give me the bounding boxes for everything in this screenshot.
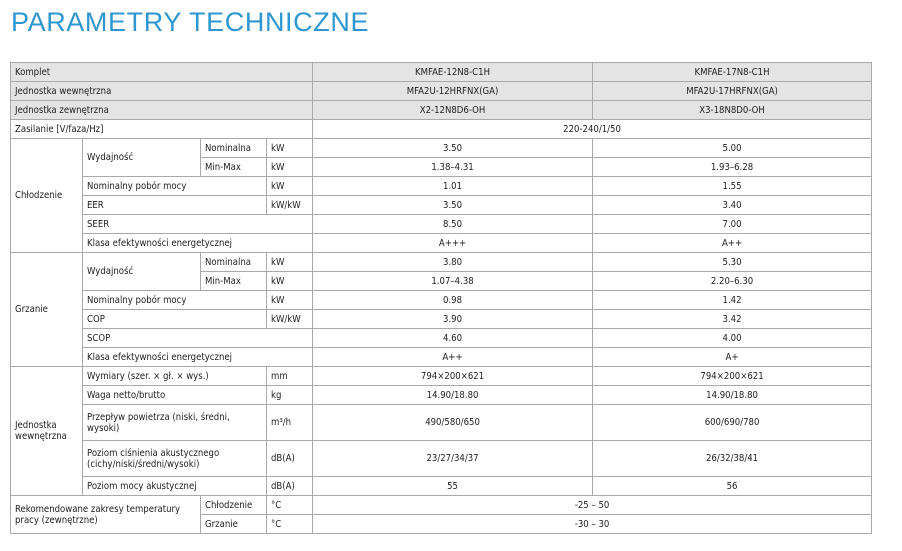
cooling-power-label: Nominalny pobór mocy xyxy=(83,177,267,196)
cooling-power-b: 1.55 xyxy=(593,177,872,196)
indoor-unit-b: MFA2U-17HRFNX(GA) xyxy=(593,82,872,101)
heating-nominal-unit: kW xyxy=(267,253,313,272)
indoor-swl-label: Poziom mocy akustycznej xyxy=(83,477,267,496)
heating-capacity-label: Wydajność xyxy=(83,253,201,291)
indoor-swl-a: 55 xyxy=(313,477,593,496)
heating-power-b: 1.42 xyxy=(593,291,872,310)
cooling-seer-a: 8.50 xyxy=(313,215,593,234)
spec-table xyxy=(10,62,872,534)
heating-minmax-b: 2.20–6.30 xyxy=(593,272,872,291)
heating-cop-b: 3.42 xyxy=(593,310,872,329)
cooling-capacity-label: Wydajność xyxy=(83,139,201,177)
table-row xyxy=(11,101,872,120)
indoor-dims-unit: mm xyxy=(267,367,313,386)
indoor-spl-b: 26/32/38/41 xyxy=(593,441,872,477)
heating-nominal-label: Nominalna xyxy=(201,253,267,272)
indoor-weight-label: Waga netto/brutto xyxy=(83,386,267,405)
cooling-minmax-label: Min-Max xyxy=(201,158,267,177)
table-row xyxy=(11,82,872,101)
indoor-spl-a: 23/27/34/37 xyxy=(313,441,593,477)
indoor-spl-label: Poziom ciśnienia akustycznego (cichy/niski/średni/wysoki) xyxy=(83,441,267,477)
indoor-unit-a: MFA2U-12HRFNX(GA) xyxy=(313,82,593,101)
cooling-nominal-unit: kW xyxy=(267,139,313,158)
table-row xyxy=(11,215,872,234)
cooling-minmax-a: 1.38–4.31 xyxy=(313,158,593,177)
cooling-power-a: 1.01 xyxy=(313,177,593,196)
table-row xyxy=(11,234,872,253)
heating-minmax-label: Min-Max xyxy=(201,272,267,291)
cooling-class-b: A++ xyxy=(593,234,872,253)
cooling-eer-label: EER xyxy=(83,196,267,215)
cooling-seer-label: SEER xyxy=(83,215,313,234)
table-row xyxy=(11,253,872,272)
cooling-power-unit: kW xyxy=(267,177,313,196)
heating-cop-a: 3.90 xyxy=(313,310,593,329)
heating-power-a: 0.98 xyxy=(313,291,593,310)
heating-nominal-a: 3.80 xyxy=(313,253,593,272)
indoor-weight-a: 14.90/18.80 xyxy=(313,386,593,405)
indoor-swl-unit: dB(A) xyxy=(267,477,313,496)
indoor-airflow-label: Przepływ powietrza (niski, średni, wysoki) xyxy=(83,405,267,441)
indoor-dims-a: 794×200×621 xyxy=(313,367,593,386)
table-row xyxy=(11,196,872,215)
range-cooling-label: Chłodzenie xyxy=(201,496,267,515)
heating-power-unit: kW xyxy=(267,291,313,310)
indoor-dims-b: 794×200×621 xyxy=(593,367,872,386)
table-row xyxy=(11,405,872,441)
heating-nominal-b: 5.30 xyxy=(593,253,872,272)
heating-scop-b: 4.00 xyxy=(593,329,872,348)
table-row xyxy=(11,386,872,405)
heating-minmax-a: 1.07–4.38 xyxy=(313,272,593,291)
cooling-eer-b: 3.40 xyxy=(593,196,872,215)
kit-label: Komplet xyxy=(11,63,313,82)
heating-group-label: Grzanie xyxy=(11,253,83,367)
cooling-eer-a: 3.50 xyxy=(313,196,593,215)
kit-value-a: KMFAE-12N8-C1H xyxy=(313,63,593,82)
cooling-class-a: A+++ xyxy=(313,234,593,253)
table-row xyxy=(11,477,872,496)
heating-class-a: A++ xyxy=(313,348,593,367)
table-row xyxy=(11,177,872,196)
heating-minmax-unit: kW xyxy=(267,272,313,291)
heating-cop-label: COP xyxy=(83,310,267,329)
indoor-spl-unit: dB(A) xyxy=(267,441,313,477)
heating-class-label: Klasa efektywności energetycznej xyxy=(83,348,313,367)
range-cooling-unit: °C xyxy=(267,496,313,515)
indoor-airflow-a: 490/580/650 xyxy=(313,405,593,441)
indoor-weight-unit: kg xyxy=(267,386,313,405)
table-row xyxy=(11,63,872,82)
indoor-unit-label: Jednostka wewnętrzna xyxy=(11,82,313,101)
range-heating-unit: °C xyxy=(267,515,313,534)
heating-class-b: A+ xyxy=(593,348,872,367)
table-row xyxy=(11,329,872,348)
table-row xyxy=(11,291,872,310)
power-supply-label: Zasilanie [V/faza/Hz] xyxy=(11,120,313,139)
indoor-swl-b: 56 xyxy=(593,477,872,496)
cooling-minmax-unit: kW xyxy=(267,158,313,177)
outdoor-unit-label: Jednostka zewnętrzna xyxy=(11,101,313,120)
power-supply-value: 220-240/1/50 xyxy=(313,120,872,139)
indoor-airflow-unit: m³/h xyxy=(267,405,313,441)
kit-value-b: KMFAE-17N8-C1H xyxy=(593,63,872,82)
table-row xyxy=(11,310,872,329)
cooling-eer-unit: kW/kW xyxy=(267,196,313,215)
heating-scop-a: 4.60 xyxy=(313,329,593,348)
cooling-nominal-label: Nominalna xyxy=(201,139,267,158)
indoor-group-label: Jednostka wewnętrzna xyxy=(11,367,83,496)
heating-cop-unit: kW/kW xyxy=(267,310,313,329)
cooling-nominal-a: 3.50 xyxy=(313,139,593,158)
cooling-group-label: Chłodzenie xyxy=(11,139,83,253)
table-row xyxy=(11,120,872,139)
cooling-class-label: Klasa efektywności energetycznej xyxy=(83,234,313,253)
range-label: Rekomendowane zakresy temperatury pracy (zewnętrzne) xyxy=(11,496,201,534)
table-row xyxy=(11,348,872,367)
cooling-nominal-b: 5.00 xyxy=(593,139,872,158)
cooling-minmax-b: 1.93–6.28 xyxy=(593,158,872,177)
table-row xyxy=(11,496,872,515)
heating-power-label: Nominalny pobór mocy xyxy=(83,291,267,310)
cooling-seer-b: 7.00 xyxy=(593,215,872,234)
range-heating-label: Grzanie xyxy=(201,515,267,534)
outdoor-unit-a: X2-12N8D6-OH xyxy=(313,101,593,120)
outdoor-unit-b: X3-18N8D0-OH xyxy=(593,101,872,120)
indoor-dims-label: Wymiary (szer. × gł. × wys.) xyxy=(83,367,267,386)
heating-scop-label: SCOP xyxy=(83,329,313,348)
range-cooling-value: -25 – 50 xyxy=(313,496,872,515)
indoor-weight-b: 14.90/18.80 xyxy=(593,386,872,405)
table-row xyxy=(11,139,872,158)
table-row xyxy=(11,367,872,386)
table-row xyxy=(11,441,872,477)
page-title: PARAMETRY TECHNICZNE xyxy=(11,7,370,37)
indoor-airflow-b: 600/690/780 xyxy=(593,405,872,441)
range-heating-value: -30 – 30 xyxy=(313,515,872,534)
